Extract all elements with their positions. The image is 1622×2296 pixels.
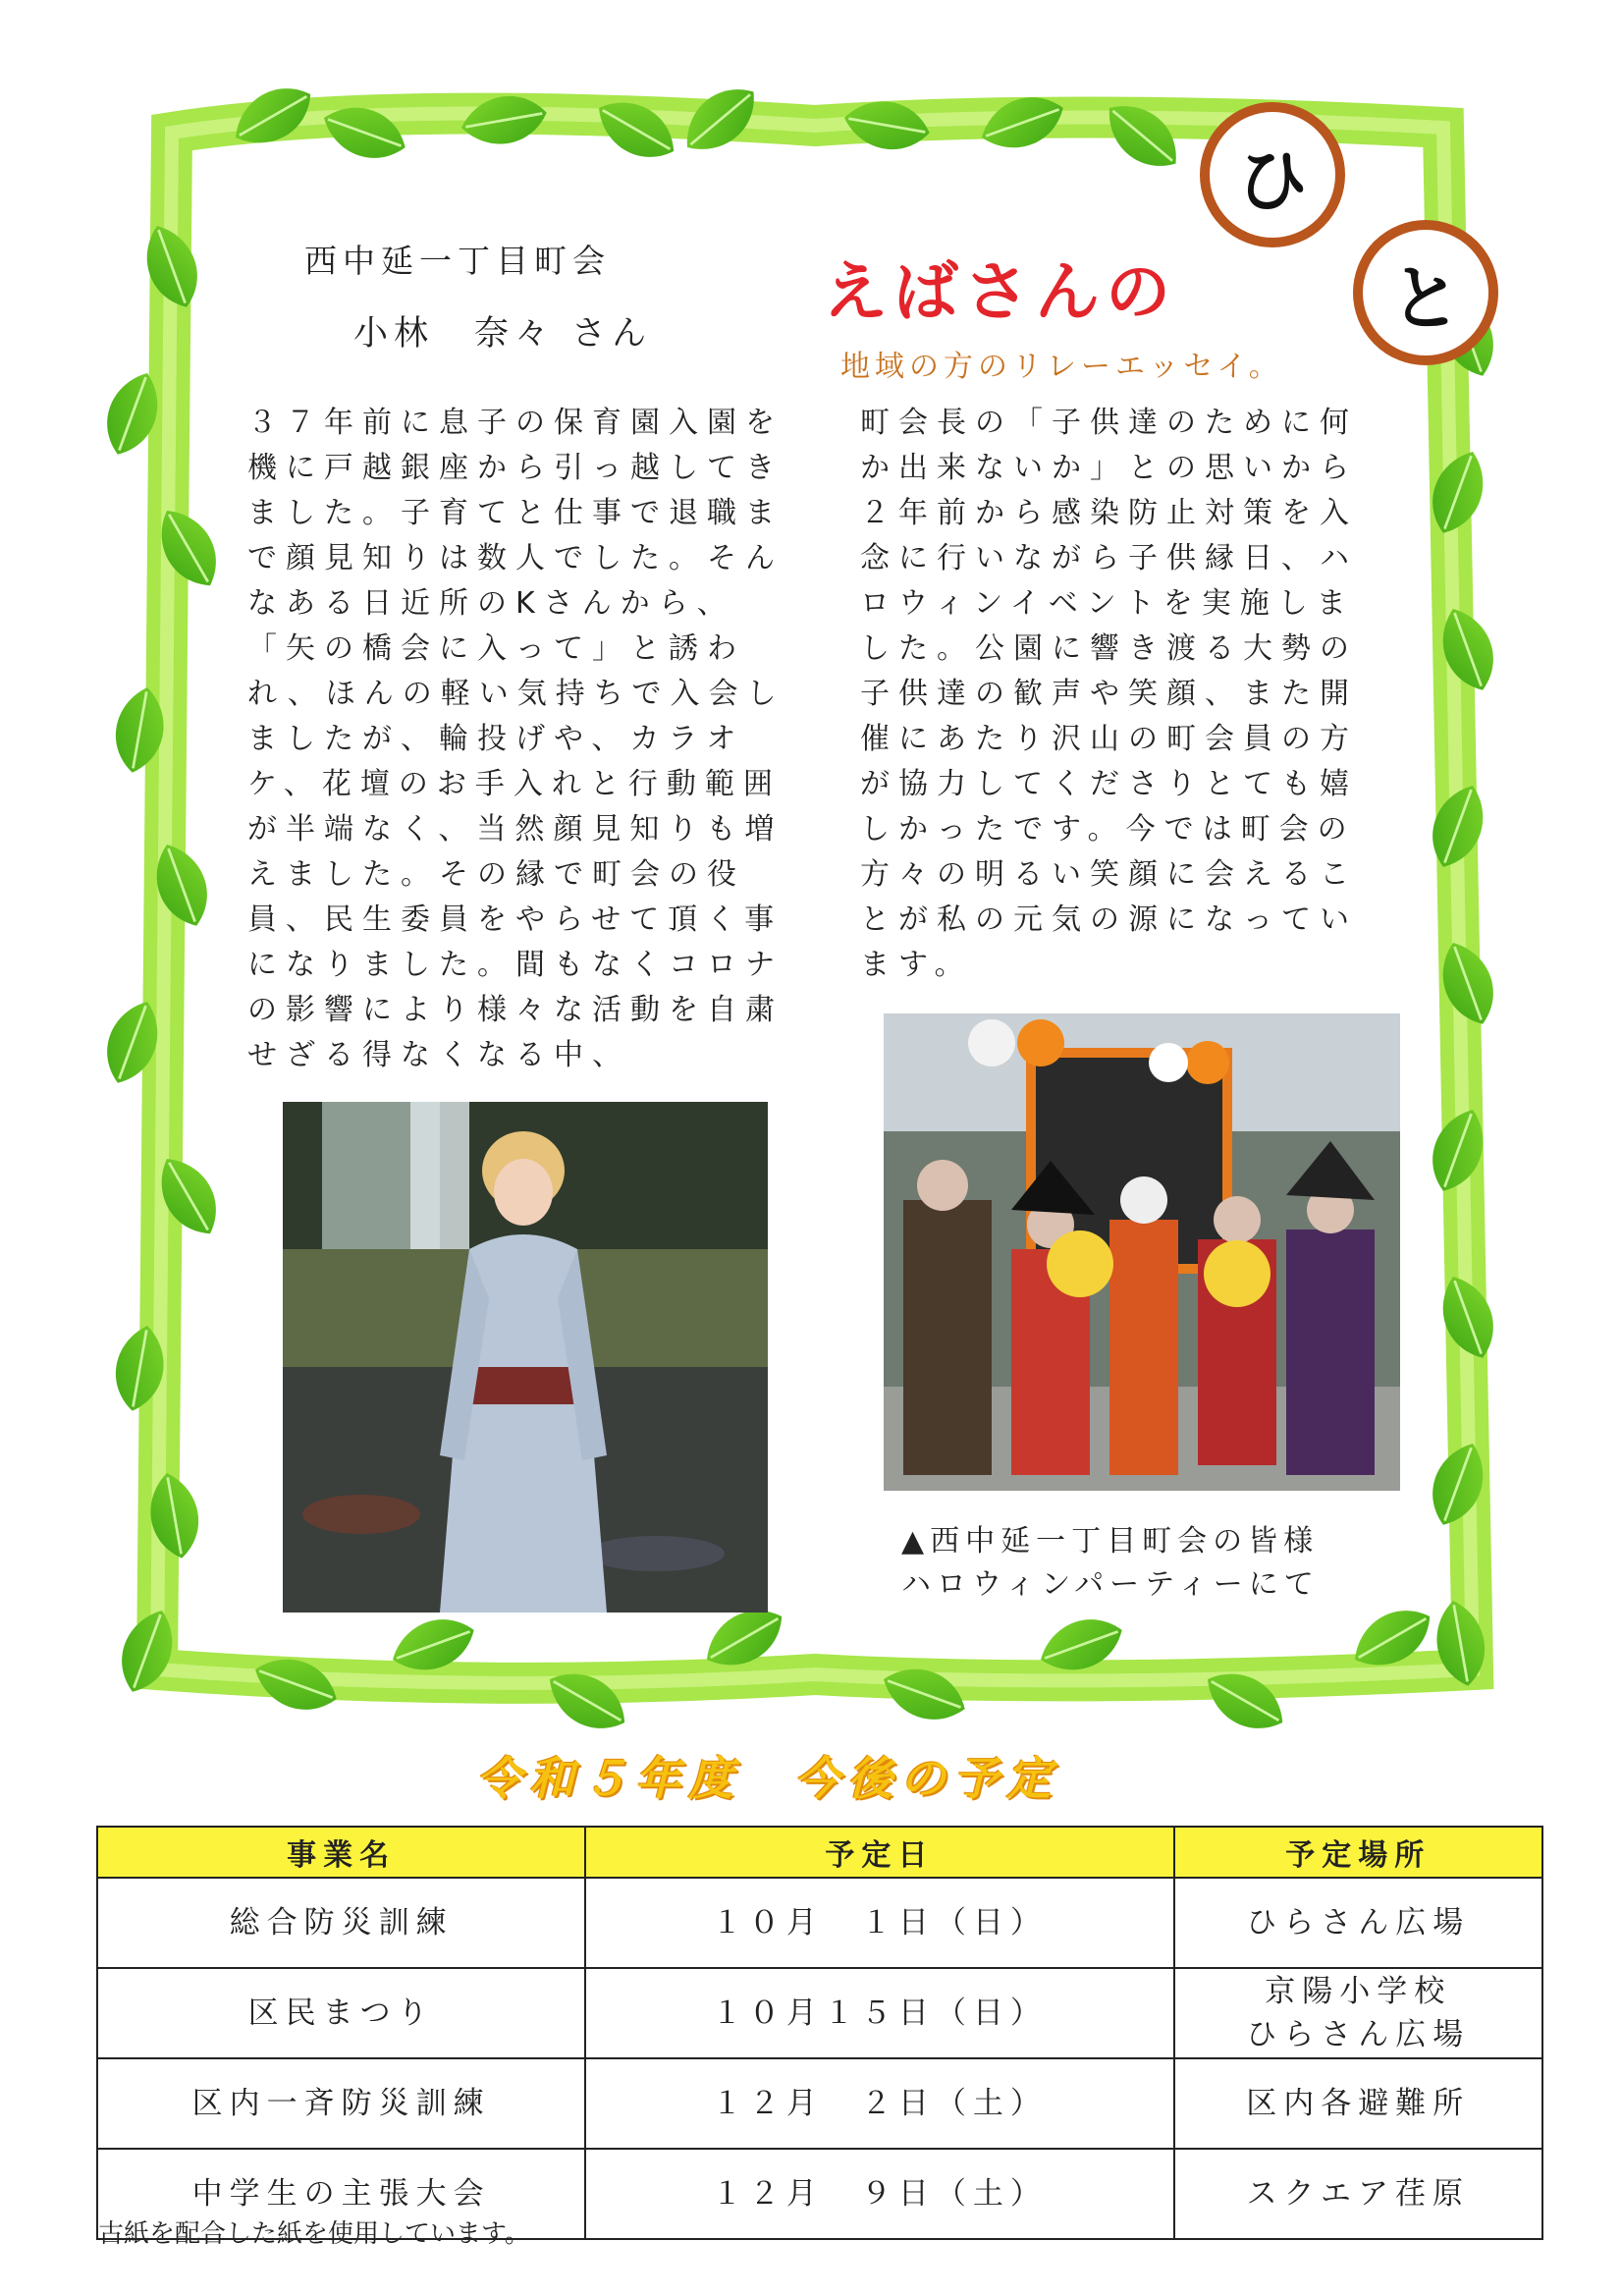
caption-line-2: ハロウィンパーティーにて <box>901 1567 1320 1602</box>
essay-line: ２年前から感染防止対策を入 <box>860 496 1358 530</box>
circle-char-hi: ひ <box>1200 102 1345 247</box>
essay-line: 催にあたり沢山の町会員の方 <box>860 722 1358 756</box>
schedule-cell-place: 区内各避難所 <box>1174 2058 1542 2149</box>
essay-line: 機に戸越銀座から引っ越してき <box>247 451 784 485</box>
essay-line: れ、ほんの軽い気持ちで入会し <box>247 677 785 711</box>
essay-line: の影響により様々な活動を自粛 <box>247 993 784 1027</box>
series-title: えばさんの <box>823 254 1176 330</box>
essay-line: で顔見知りは数人でした。そん <box>247 541 784 575</box>
schedule-cell-date: １０月１５日（日） <box>585 1968 1173 2058</box>
caption-line-1: ▲西中延一丁目町会の皆様 <box>901 1524 1320 1558</box>
essay-line: 念に行いながら子供縁日、ハ <box>860 541 1358 575</box>
leaf-icon <box>1432 1269 1505 1366</box>
schedule-cell-event: 中学生の主張大会 <box>97 2149 585 2239</box>
essay-line: した。公園に響き渡る大勢の <box>860 631 1358 666</box>
schedule-table <box>96 1826 1543 2240</box>
essay-line: 子供達の歓声や笑顔、また開 <box>860 677 1358 711</box>
essay-line: になりました。間もなくコロナ <box>247 948 784 982</box>
schedule-header-row <box>97 1827 1542 1878</box>
portrait-photo <box>283 1102 768 1613</box>
header-event: 事業名 <box>97 1827 585 1878</box>
schedule-cell-event: 区内一斉防災訓練 <box>97 2058 585 2149</box>
leaf-icon <box>135 218 209 315</box>
essay-line: なある日近所のKさんから、 <box>247 586 735 621</box>
essay-line: ロウィンイベントを実施しま <box>860 586 1355 621</box>
essay-line: ます。 <box>860 948 973 982</box>
header-place: 予定場所 <box>1174 1827 1542 1878</box>
essay-line: せざる得なくなる中、 <box>247 1038 630 1072</box>
person-name: 小林 奈々 さん <box>353 314 653 354</box>
essay-line: えました。その縁で町会の役 <box>247 857 745 892</box>
schedule-cell-place: ひらさん広場 <box>1174 1878 1542 1968</box>
series-subtitle: 地域の方のリレーエッセイ。 <box>840 350 1283 384</box>
affiliation: 西中延一丁目町会 <box>304 242 611 280</box>
schedule-cell-date: １２月 ９日（土） <box>585 2149 1173 2239</box>
schedule-row <box>97 2058 1542 2149</box>
schedule-row <box>97 1968 1542 2058</box>
essay-line: しかったです。今では町会の <box>860 812 1356 847</box>
halloween-group-photo <box>884 1013 1400 1491</box>
schedule-row <box>97 1878 1542 1968</box>
schedule-cell-date: １０月 １日（日） <box>585 1878 1173 1968</box>
essay-line: 「矢の橋会に入って」と誘わ <box>247 631 745 666</box>
schedule-cell-place: スクエア荏原 <box>1174 2149 1542 2239</box>
essay-line: ケ、花壇のお手入れと行動範囲 <box>247 767 782 801</box>
photo-caption <box>901 1520 1320 1607</box>
schedule-cell-event: 区民まつり <box>97 1968 585 2058</box>
schedule-title: 令和５年度 今後の予定 <box>476 1752 1059 1805</box>
essay-line: ました。子育てと仕事で退職ま <box>247 496 784 530</box>
schedule-cell-date: １２月 ２日（土） <box>585 2058 1173 2149</box>
schedule-cell-event: 総合防災訓練 <box>97 1878 585 1968</box>
circle-char-to: と <box>1353 220 1498 365</box>
essay-right-column <box>860 401 1410 988</box>
essay-line: 員、民生委員をやらせて頂く事 <box>247 902 784 937</box>
schedule-cell-place: 京陽小学校 ひらさん広場 <box>1174 1968 1542 2058</box>
leaf-icon <box>1421 778 1494 875</box>
essay-line: ましたが、輪投げや、カラオ <box>247 722 745 756</box>
essay-line: か出来ないか」との思いから <box>860 451 1358 485</box>
essay-line: が半端なく、当然顔見知りも増 <box>247 812 784 847</box>
header-date: 予定日 <box>585 1827 1173 1878</box>
essay-line: とが私の元気の源になってい <box>860 902 1358 937</box>
essay-left-column <box>247 401 797 1078</box>
essay-line: ３７年前に息子の保育園入園を <box>247 406 784 440</box>
essay-line: 方々の明るい笑顔に会えるこ <box>860 857 1358 892</box>
essay-line: 町会長の「子供達のために何 <box>860 406 1358 440</box>
recycled-paper-note: 古紙を配合した紙を使用しています。 <box>98 2219 530 2249</box>
essay-line: が協力してくださりとても嬉 <box>860 767 1358 801</box>
